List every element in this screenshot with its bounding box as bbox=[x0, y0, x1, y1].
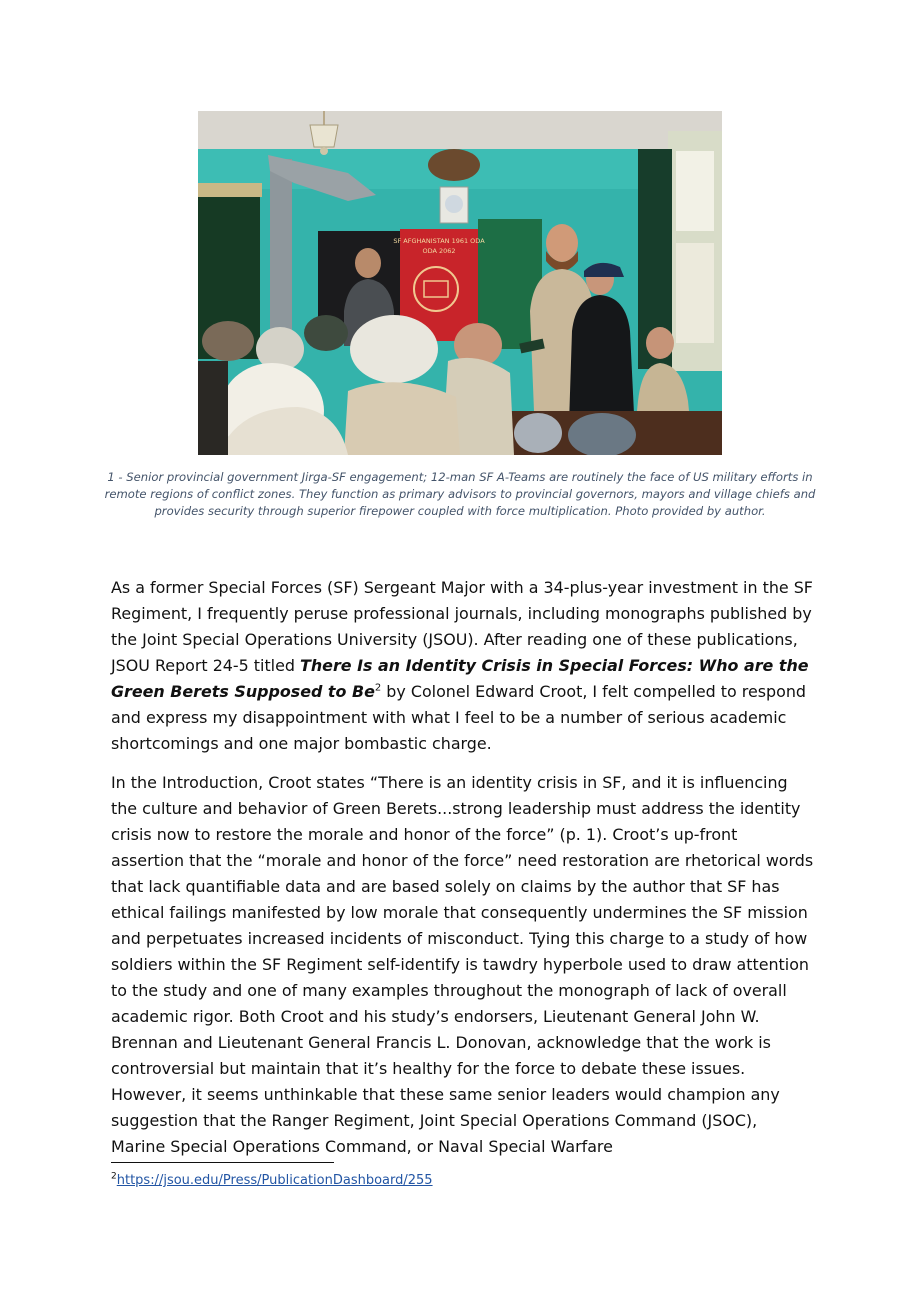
banner-text-2: ODA 2062 bbox=[422, 247, 456, 255]
paragraph-1-intro: As a former Special Forces (SF) Sergeant Major with a 34-plus-year investment in the SF Regiment, I frequently peruse professional journals, including monographs published by the Joint Special Operations University (JSOU). After reading one of these publications, JSOU Report 24-5 titled bbox=[111, 578, 813, 675]
paragraph-2: In the Introduction, Croot states “There is an identity crisis in SF, and it is influencing the culture and behavior of Green Berets...strong leadership must address the identity crisis now to restore the morale and honor of the force” (p. 1). Croot’s up-front assertion that the “morale and honor of the force” need restoration are rhetorical words that lack quantifiable data and are based solely on claims by the author that SF has ethical failings manifested by low morale that consequently undermines the SF mission and perpetuates increased incidents of misconduct. Tying this charge to a study of how soldiers within the SF Regiment self-identify is tawdry hyperbole used to draw attention to the study and one of many examples throughout the monograph of lack of overall academic rigor. Both Croot and his study’s endorsers, Lieutenant General John W. Brennan and Lieutenant General Francis L. Donovan, acknowledge that the work is controversial but maintain that it’s healthy for the force to debate these issues. However, it seems unthinkable that these same senior leaders would champion any suggestion that the Ranger Regiment, Joint Special Operations Command (JSOC), Marine Special Operations Command, or Naval Special Warfare bbox=[111, 773, 814, 1156]
footnote-number: 2 bbox=[111, 1171, 117, 1182]
figure-photo bbox=[198, 111, 722, 455]
cited-report-title: There Is an Identity Crisis in Special Forces: Who are the Green Berets Supposed to Be bbox=[111, 656, 809, 701]
figure-caption: 1 - Senior provincial government Jirga-SF engagement; 12-man SF A-Teams are routinely the face of US military efforts in remote regions of conflict zones. They function as primary advisors to provincial governors, mayors and village chiefs and provides security through superior firepower coupled with force multiplication. Photo provided by author. bbox=[104, 470, 816, 518]
paragraph-1-rest: by Colonel Edward Croot, I felt compelled to respond and express my disappointment with what I feel to be a number of serious academic shortcomings and one major bombastic charge. bbox=[111, 682, 806, 753]
footnote bbox=[111, 1172, 433, 1190]
footnote-link[interactable]: https://jsou.edu/Press/PublicationDashboard/255 bbox=[116, 1173, 433, 1188]
footnote-reference[interactable]: 2 bbox=[374, 682, 382, 694]
article-body bbox=[111, 575, 815, 1173]
paragraph-1 bbox=[111, 575, 815, 757]
footnote-divider bbox=[111, 1162, 334, 1163]
banner-text-1: SF AFGHANISTAN 1961 ODA bbox=[393, 237, 485, 245]
photo-illustration bbox=[198, 111, 722, 455]
